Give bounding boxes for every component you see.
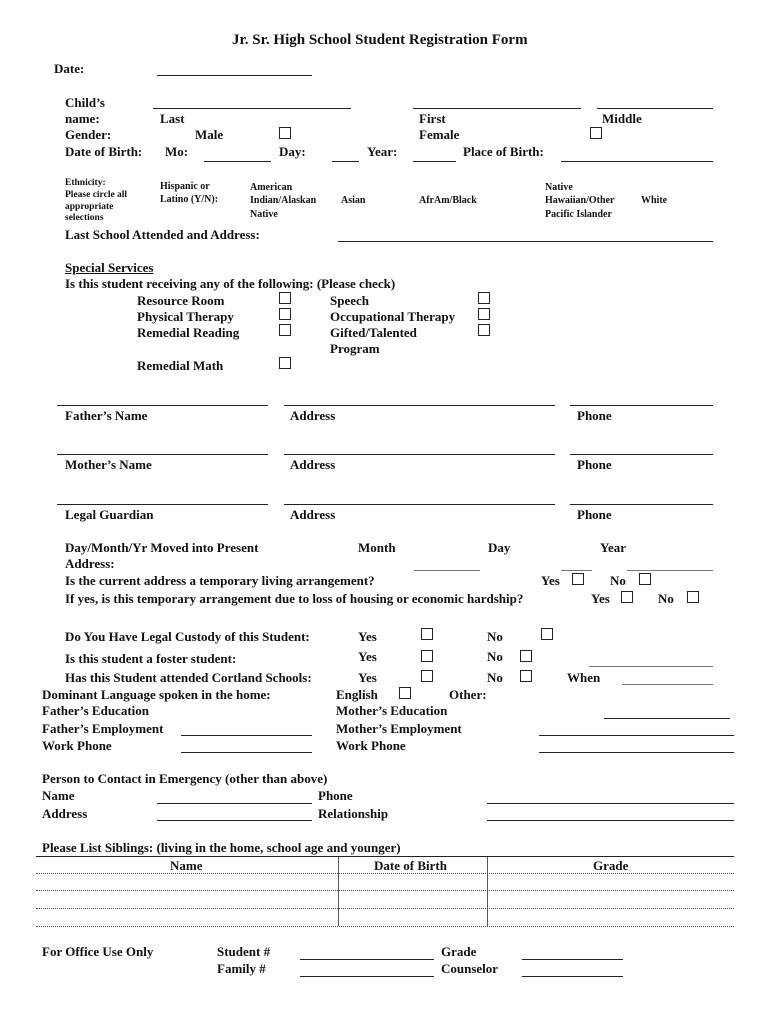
cortland-when-field[interactable] [622, 684, 713, 685]
speech-label: Speech [330, 293, 369, 308]
legal-custody-yes-checkbox[interactable] [421, 628, 433, 640]
emergency-heading: Person to Contact in Emergency (other than above) [42, 771, 328, 786]
temporary-yes-checkbox[interactable] [572, 573, 584, 585]
moved-day-label: Day [488, 540, 511, 555]
emergency-name-field[interactable] [157, 803, 312, 804]
dob-month-field[interactable] [204, 161, 271, 162]
female-checkbox[interactable] [590, 127, 602, 139]
mother-work-phone-label: Work Phone [336, 738, 406, 753]
hardship-no-checkbox[interactable] [687, 591, 699, 603]
father-name-label: Father’s Name [65, 408, 148, 423]
legal-custody-yes-label: Yes [358, 629, 377, 644]
siblings-col-grade: Grade [593, 858, 629, 873]
dob-year-field[interactable] [413, 161, 456, 162]
emergency-relationship-label: Relationship [318, 806, 389, 821]
speech-checkbox[interactable] [478, 292, 490, 304]
foster-no-checkbox[interactable] [520, 650, 532, 662]
native-hawaiian-line1[interactable]: Native [545, 182, 573, 193]
native-hawaiian-line3[interactable]: Pacific Islander [545, 209, 612, 220]
emergency-name-label: Name [42, 788, 75, 803]
asian-option[interactable]: Asian [341, 195, 366, 206]
ethnicity-hint-line2: appropriate [65, 202, 114, 212]
guardian-phone-label: Phone [577, 507, 612, 522]
office-use-label: For Office Use Only [42, 944, 154, 959]
date-field[interactable] [157, 75, 312, 76]
form-title: Jr. Sr. High School Student Registration Form [232, 32, 528, 48]
first-name-field[interactable] [413, 108, 581, 109]
foster-extra-field[interactable] [589, 666, 713, 667]
mother-phone-label: Phone [577, 457, 612, 472]
hardship-yes-checkbox[interactable] [621, 591, 633, 603]
special-services-heading: Special Services [65, 260, 154, 275]
male-label: Male [195, 127, 224, 142]
american-indian-line3[interactable]: Native [250, 209, 278, 220]
temporary-yes-label: Yes [541, 573, 560, 588]
counselor-field[interactable] [522, 976, 623, 977]
ethnicity-hint-line3: selections [65, 213, 104, 223]
father-address-label: Address [290, 408, 336, 423]
siblings-col-divider-2 [487, 857, 488, 926]
mother-work-phone-field[interactable] [539, 752, 734, 753]
temporary-address-question: Is the current address a temporary living arrangement? [65, 573, 375, 588]
cortland-no-label: No [487, 670, 503, 685]
moved-day-field[interactable] [561, 570, 592, 571]
counselor-label: Counselor [441, 961, 499, 976]
remedial-reading-checkbox[interactable] [279, 324, 291, 336]
other-language-label: Other: [449, 687, 487, 702]
foster-question: Is this student a foster student: [65, 651, 237, 666]
legal-custody-no-checkbox[interactable] [541, 628, 553, 640]
mother-name-label: Mother’s Name [65, 457, 152, 472]
physical-therapy-checkbox[interactable] [279, 308, 291, 320]
emergency-address-field[interactable] [157, 820, 312, 821]
resource-room-checkbox[interactable] [279, 292, 291, 304]
father-work-phone-label: Work Phone [42, 738, 112, 753]
english-checkbox[interactable] [399, 687, 411, 699]
siblings-row-2[interactable] [36, 890, 734, 891]
hispanic-line2: Latino (Y/N): [160, 194, 219, 205]
guardian-address-field[interactable] [284, 504, 555, 505]
cortland-yes-label: Yes [358, 670, 377, 685]
office-grade-label: Grade [441, 944, 477, 959]
emergency-phone-field[interactable] [487, 803, 734, 804]
mother-address-field[interactable] [284, 454, 555, 455]
father-employment-label: Father’s Employment [42, 721, 164, 736]
male-checkbox[interactable] [279, 127, 291, 139]
female-label: Female [419, 127, 460, 142]
siblings-col-name: Name [170, 858, 203, 873]
place-of-birth-field[interactable] [561, 161, 713, 162]
remedial-math-checkbox[interactable] [279, 357, 291, 369]
resource-room-label: Resource Room [137, 293, 225, 308]
remedial-reading-label: Remedial Reading [137, 325, 240, 340]
family-number-label: Family # [217, 961, 266, 976]
physical-therapy-label: Physical Therapy [137, 309, 234, 324]
remedial-math-label: Remedial Math [137, 358, 224, 373]
siblings-row-3[interactable] [36, 908, 734, 909]
dob-year-label: Year: [367, 144, 398, 159]
cortland-when-label: When [567, 670, 601, 685]
siblings-col-dob: Date of Birth [374, 858, 447, 873]
ethnicity-hint-line1: Please circle all [65, 190, 128, 200]
mother-employment-field[interactable] [539, 735, 734, 736]
occupational-therapy-label: Occupational Therapy [330, 309, 456, 324]
family-number-field[interactable] [300, 976, 434, 977]
mother-address-label: Address [290, 457, 336, 472]
american-indian-line1[interactable]: American [250, 182, 293, 193]
mother-phone-field[interactable] [570, 454, 713, 455]
middle-label: Middle [602, 111, 642, 126]
foster-yes-label: Yes [358, 649, 377, 664]
american-indian-line2[interactable]: Indian/Alaskan [250, 195, 317, 206]
middle-name-field[interactable] [597, 108, 713, 109]
date-label: Date: [54, 61, 85, 76]
dominant-language-label: Dominant Language spoken in the home: [42, 687, 271, 702]
hardship-yes-label: Yes [591, 591, 610, 606]
first-label: First [419, 111, 446, 126]
temporary-no-label: No [610, 573, 626, 588]
guardian-phone-field[interactable] [570, 504, 713, 505]
moved-label-line2: Address: [65, 556, 115, 571]
guardian-address-label: Address [290, 507, 336, 522]
white-option[interactable]: White [641, 195, 668, 206]
mother-name-field[interactable] [57, 454, 268, 455]
cortland-no-checkbox[interactable] [520, 670, 532, 682]
guardian-label: Legal Guardian [65, 507, 154, 522]
father-education-label: Father’s Education [42, 703, 150, 718]
afram-option[interactable]: AfrAm/Black [419, 195, 477, 206]
emergency-address-label: Address [42, 806, 88, 821]
student-number-label: Student # [217, 944, 271, 959]
last-name-field[interactable] [153, 108, 351, 109]
cortland-question: Has this Student attended Cortland Schools: [65, 670, 312, 685]
last-school-label: Last School Attended and Address: [65, 227, 260, 242]
occupational-therapy-checkbox[interactable] [478, 308, 490, 320]
siblings-row-4[interactable] [36, 926, 734, 927]
father-phone-label: Phone [577, 408, 612, 423]
student-number-field[interactable] [300, 959, 434, 960]
emergency-phone-label: Phone [318, 788, 353, 803]
legal-custody-no-label: No [487, 629, 503, 644]
hispanic-line1: Hispanic or [160, 181, 210, 192]
gifted-talented-label-line2: Program [330, 341, 380, 356]
siblings-heading: Please List Siblings: (living in the home, school age and younger) [42, 840, 401, 855]
emergency-relationship-field[interactable] [487, 820, 734, 821]
hardship-question: If yes, is this temporary arrangement due to loss of housing or economic hardship? [65, 591, 524, 606]
dob-label: Date of Birth: [65, 144, 143, 159]
moved-year-label: Year [600, 540, 626, 555]
moved-label-line1: Day/Month/Yr Moved into Present [65, 540, 259, 555]
last-school-field[interactable] [338, 241, 713, 242]
place-of-birth-label: Place of Birth: [463, 144, 544, 159]
gifted-talented-checkbox[interactable] [478, 324, 490, 336]
mother-education-label: Mother’s Education [336, 703, 448, 718]
dob-month-label: Mo: [165, 144, 189, 159]
ethnicity-label: Ethnicity: [65, 178, 106, 188]
moved-year-field[interactable] [627, 570, 713, 571]
guardian-name-field[interactable] [57, 504, 268, 505]
moved-month-field[interactable] [414, 570, 480, 571]
siblings-row-1[interactable] [36, 873, 734, 874]
gender-label: Gender: [65, 127, 112, 142]
father-work-phone-field[interactable] [181, 752, 312, 753]
father-address-field[interactable] [284, 405, 555, 406]
siblings-col-divider-1 [338, 857, 339, 926]
siblings-table-top [36, 856, 734, 857]
dob-day-label: Day: [279, 144, 306, 159]
native-hawaiian-line2[interactable]: Hawaiian/Other [545, 195, 615, 206]
foster-no-label: No [487, 649, 503, 664]
office-grade-field[interactable] [522, 959, 623, 960]
temporary-no-checkbox[interactable] [639, 573, 651, 585]
mother-education-field[interactable] [604, 718, 730, 719]
child-name-label-line1: Child’s [65, 95, 105, 110]
legal-custody-question: Do You Have Legal Custody of this Student: [65, 629, 310, 644]
mother-employment-label: Mother’s Employment [336, 721, 462, 736]
english-label: English [336, 687, 378, 702]
father-name-field[interactable] [57, 405, 268, 406]
cortland-yes-checkbox[interactable] [421, 670, 433, 682]
hardship-no-label: No [658, 591, 674, 606]
father-employment-field[interactable] [181, 735, 312, 736]
dob-day-field[interactable] [332, 161, 359, 162]
last-label: Last [160, 111, 185, 126]
child-name-label-line2: name: [65, 111, 100, 126]
gifted-talented-label-line1: Gifted/Talented [330, 325, 417, 340]
foster-yes-checkbox[interactable] [421, 650, 433, 662]
special-services-question: Is this student receiving any of the following: (Please check) [65, 276, 396, 291]
father-phone-field[interactable] [570, 405, 713, 406]
moved-month-label: Month [358, 540, 396, 555]
